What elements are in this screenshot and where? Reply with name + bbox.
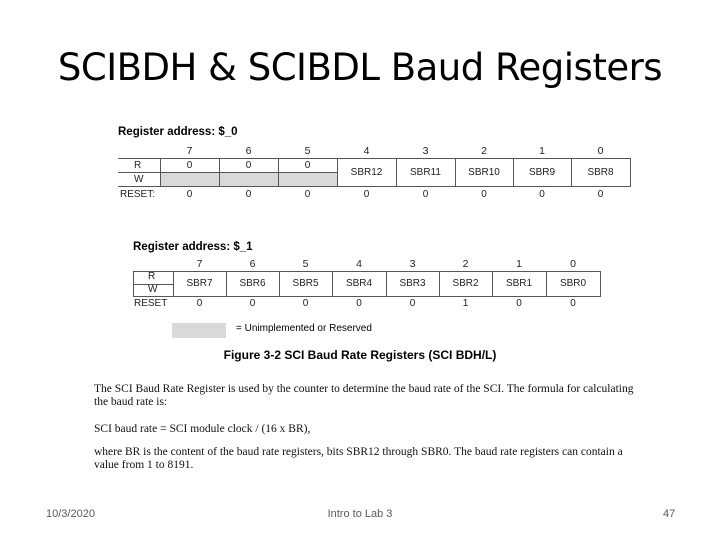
table-line — [630, 158, 631, 187]
register-high-reset: 0 — [186, 189, 193, 200]
row-label-w: W — [134, 174, 144, 185]
register-high-bit: 6 — [245, 145, 252, 157]
table-line — [600, 271, 601, 297]
register-high-cell: SBR10 — [468, 167, 500, 178]
reserved-shade — [279, 173, 337, 186]
register-low-bit: 6 — [249, 258, 256, 270]
register-high-cell: SBR9 — [528, 167, 556, 178]
register-high-reset: 0 — [304, 189, 311, 200]
register-low-reset: 0 — [249, 298, 256, 309]
table-line — [133, 271, 134, 297]
register-high-reset: 0 — [245, 189, 252, 200]
reserved-shade — [161, 173, 219, 186]
register-low-reset: 0 — [302, 298, 309, 309]
table-line — [118, 172, 337, 173]
table-line — [118, 186, 630, 187]
register-low-bit: 5 — [302, 258, 309, 270]
register-high-cell: SBR12 — [350, 167, 383, 178]
register-low-reset: 0 — [356, 298, 362, 309]
register-low-cell: SBR4 — [345, 278, 373, 289]
footer-date: 10/3/2020 — [46, 508, 95, 520]
row-label-reset: RESET: — [120, 189, 156, 200]
description-paragraph: where BR is the content of the baud rate registers, bits SBR12 through SBR0. The baud rate registers can contain a value from 1 to 8191. — [94, 446, 623, 471]
register-low-bit: 7 — [196, 258, 203, 270]
row-label-reset: RESET — [134, 298, 168, 309]
register-high-cell: 0 — [304, 160, 311, 171]
register-low-address: Register address: $_1 — [133, 241, 253, 253]
register-low-cell: SBR3 — [399, 278, 426, 289]
register-low-reset: 0 — [196, 298, 203, 309]
row-label-r: R — [148, 271, 156, 282]
reserved-shade — [220, 173, 278, 186]
register-low-bit: 1 — [516, 258, 522, 270]
register-low-cell: SBR5 — [292, 278, 319, 289]
table-line — [133, 296, 600, 297]
register-low-cell: SBR7 — [186, 278, 213, 289]
register-low-reset: 0 — [516, 298, 522, 309]
register-low-reset: 0 — [570, 298, 576, 309]
register-low-cell: SBR0 — [559, 278, 587, 289]
register-low-cell: SBR6 — [239, 278, 266, 289]
slide-title: SCIBDH & SCIBDL Baud Registers — [57, 46, 663, 89]
register-high-reset: 0 — [481, 189, 487, 200]
table-line — [118, 158, 630, 159]
register-low-reset: 1 — [462, 298, 469, 309]
legend-swatch — [172, 323, 226, 338]
legend-text: = Unimplemented or Reserved — [236, 323, 372, 334]
register-low-cell: SBR2 — [452, 278, 479, 289]
register-high-cell: SBR8 — [587, 167, 614, 178]
footer-page-number: 47 — [663, 508, 676, 520]
register-high-cell: 0 — [186, 160, 193, 171]
figure-caption: Figure 3-2 SCI Baud Rate Registers (SCI BDH/L) — [223, 348, 497, 362]
register-low-bit: 0 — [570, 258, 576, 270]
register-high-bit: 5 — [304, 145, 311, 157]
register-low-cell: SBR1 — [505, 278, 533, 289]
description-formula: SCI baud rate = SCI module clock / (16 x BR), — [94, 423, 311, 435]
row-label-w: W — [148, 284, 158, 295]
register-low-bit: 3 — [409, 258, 416, 270]
register-high-reset: 0 — [539, 189, 545, 200]
register-high-bit: 2 — [481, 145, 487, 157]
register-high-cell: SBR11 — [410, 167, 441, 178]
register-high-reset: 0 — [597, 189, 604, 200]
footer-center: Intro to Lab 3 — [327, 508, 393, 520]
register-high-cell: 0 — [245, 160, 252, 171]
register-high-bit: 7 — [186, 145, 193, 157]
register-high-reset: 0 — [422, 189, 429, 200]
row-label-r: R — [134, 160, 142, 171]
register-high-bit: 4 — [363, 145, 370, 157]
register-high-reset: 0 — [363, 189, 370, 200]
register-low-reset: 0 — [409, 298, 416, 309]
register-high-bit: 1 — [539, 145, 545, 157]
register-low-bit: 2 — [462, 258, 469, 270]
register-high-bit: 0 — [597, 145, 604, 157]
register-high-address: Register address: $_0 — [118, 126, 238, 138]
register-low-bit: 4 — [356, 258, 362, 270]
register-high-bit: 3 — [422, 145, 429, 157]
description-paragraph: The SCI Baud Rate Register is used by the counter to determine the baud rate of the SCI. The formula for calculating the baud rate is: — [94, 383, 634, 408]
table-line — [133, 271, 600, 272]
